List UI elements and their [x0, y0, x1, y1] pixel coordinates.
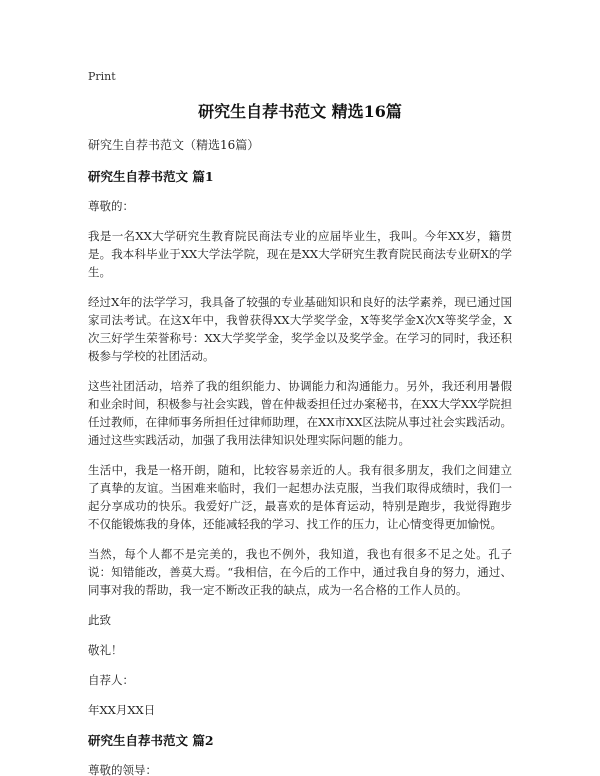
- closing-line-2: 敬礼！: [88, 643, 123, 657]
- print-label[interactable]: Print: [88, 70, 116, 83]
- paragraph-4: 生活中，我是一格开朗，随和，比较容易亲近的人。我有很多朋友，我们之间建立了真挚的友谊。当困难来临时，我们一起想办法克服，当我们取得成绩时，我们一起分享成功的快乐。我爱好广泛，最喜欢的是体育运动，特别是跑步，我觉得跑步不仅能锻炼我的身体，还能减轻我的学习、找工作的压力，让心情变得更加愉悦。: [88, 463, 512, 531]
- paragraph-5: 当然，每个人都不是完美的，我也不例外，我知道，我也有很多不足之处。孔子说：知错能改，善莫大焉。“我相信，在今后的工作中，通过我自身的努力，通过、同事对我的帮助，我一定不断改正我的缺点，成为一名合格的工作人员的。: [88, 547, 512, 597]
- date-line: 年XX月XX日: [88, 703, 156, 717]
- page-title: 研究生自荐书范文 精选16篇: [198, 102, 402, 121]
- paragraph-1: 我是一名XX大学研究生教育院民商法专业的应届毕业生，我叫。今年XX岁，籍贯是。我本科毕业于XX大学法学院，现在是XX大学研究生教育院民商法专业研X的学生。: [88, 229, 512, 279]
- section-heading-1: 研究生自荐书范文 篇1: [88, 169, 214, 184]
- document-subtitle: 研究生自荐书范文（精选16篇）: [88, 138, 260, 152]
- section-heading-2: 研究生自荐书范文 篇2: [88, 733, 214, 748]
- signer-line: 自荐人：: [88, 673, 134, 687]
- greeting-2: 尊敬的领导：: [88, 763, 157, 776]
- paragraph-2: 经过X年的法学学习，我具备了较强的专业基础知识和良好的法学素养，现已通过国家司法考试。在这X年中，我曾获得XX大学奖学金，X等奖学金X次X等奖学金，X次三好学生荣誉称号：XX大学奖学金，奖学金以及奖学金。在学习的同时，我还积极参与学校的社团活动。: [88, 295, 512, 363]
- greeting-1: 尊敬的：: [88, 199, 134, 213]
- closing-line-1: 此致: [88, 613, 111, 627]
- paragraph-3: 这些社团活动，培养了我的组织能力、协调能力和沟通能力。另外，我还利用暑假和业余时间，积极参与社会实践，曾在仲裁委担任过办案秘书，在XX大学XX学院担任过教师，在律师事务所担任过律师助理，在XX市XX区法院从事过社会实践活动。通过这些实践活动，加强了我用法律知识处理实际问题的能力。: [88, 379, 512, 447]
